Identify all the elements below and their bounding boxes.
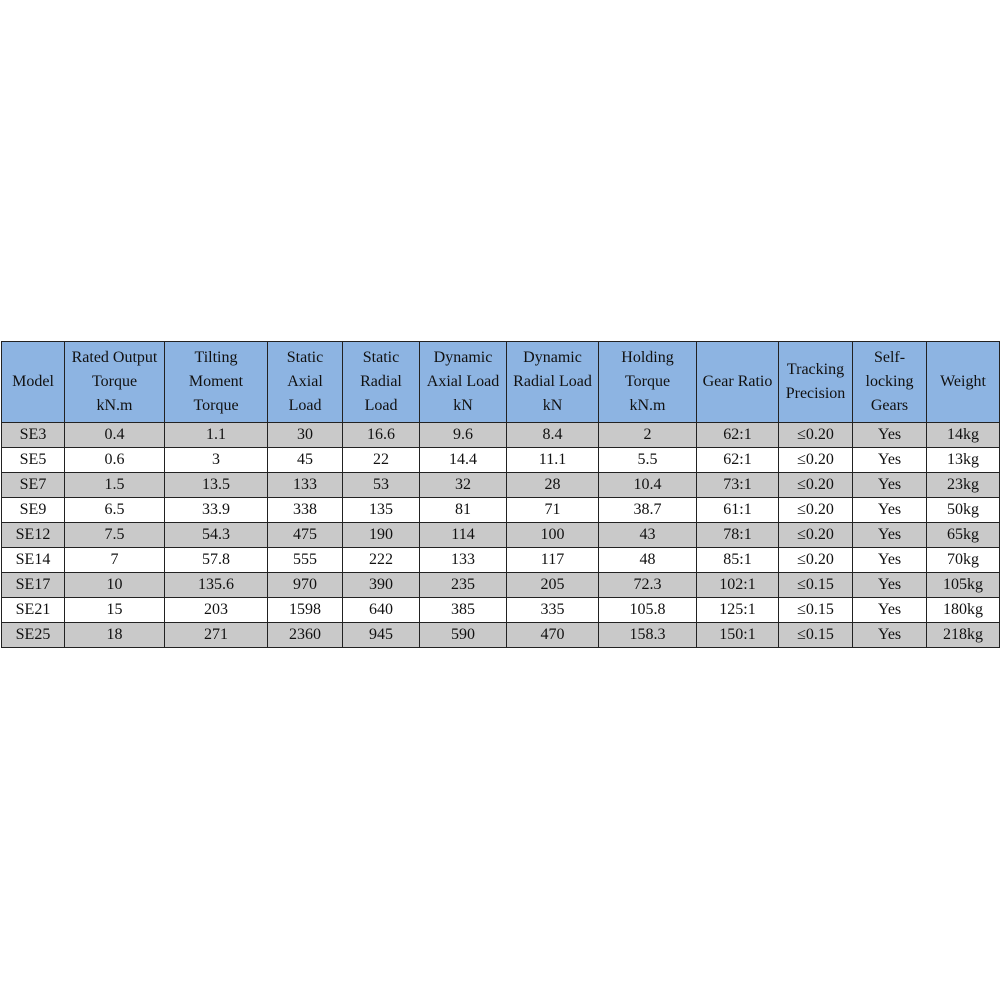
cell-static-axial-load: 2360 — [268, 623, 343, 648]
cell-dynamic-radial-load: 335 — [507, 598, 599, 623]
cell-model: SE17 — [2, 573, 65, 598]
cell-model: SE14 — [2, 548, 65, 573]
cell-holding-torque: 105.8 — [599, 598, 697, 623]
cell-tilting-moment-torque: 33.9 — [165, 498, 268, 523]
table-row — [2, 423, 1000, 448]
cell-static-radial-load: 190 — [343, 523, 420, 548]
table-row — [2, 548, 1000, 573]
cell-static-radial-load: 945 — [343, 623, 420, 648]
cell-model: SE7 — [2, 473, 65, 498]
cell-dynamic-axial-load: 385 — [420, 598, 507, 623]
cell-weight: 65kg — [927, 523, 1000, 548]
cell-static-radial-load: 53 — [343, 473, 420, 498]
cell-tilting-moment-torque: 271 — [165, 623, 268, 648]
cell-static-radial-load: 640 — [343, 598, 420, 623]
cell-dynamic-radial-load: 470 — [507, 623, 599, 648]
cell-rated-output-torque: 1.5 — [65, 473, 165, 498]
cell-tilting-moment-torque: 3 — [165, 448, 268, 473]
cell-rated-output-torque: 6.5 — [65, 498, 165, 523]
cell-static-radial-load: 22 — [343, 448, 420, 473]
header-dynamic-radial-load: Dynamic Radial Load kN — [507, 342, 599, 423]
cell-tilting-moment-torque: 13.5 — [165, 473, 268, 498]
cell-weight: 70kg — [927, 548, 1000, 573]
specifications-table — [1, 341, 1000, 648]
cell-dynamic-axial-load: 133 — [420, 548, 507, 573]
cell-rated-output-torque: 0.4 — [65, 423, 165, 448]
cell-model: SE25 — [2, 623, 65, 648]
table-row — [2, 523, 1000, 548]
cell-holding-torque: 38.7 — [599, 498, 697, 523]
cell-gear-ratio: 85:1 — [697, 548, 779, 573]
header-model: Model — [2, 342, 65, 423]
cell-tracking-precision: ≤0.20 — [779, 473, 853, 498]
cell-gear-ratio: 61:1 — [697, 498, 779, 523]
cell-weight: 180kg — [927, 598, 1000, 623]
header-weight: Weight — [927, 342, 1000, 423]
cell-weight: 105kg — [927, 573, 1000, 598]
cell-dynamic-axial-load: 32 — [420, 473, 507, 498]
cell-static-axial-load: 338 — [268, 498, 343, 523]
cell-self-locking-gears: Yes — [853, 573, 927, 598]
cell-weight: 13kg — [927, 448, 1000, 473]
cell-dynamic-radial-load: 100 — [507, 523, 599, 548]
cell-tracking-precision: ≤0.15 — [779, 623, 853, 648]
cell-static-axial-load: 1598 — [268, 598, 343, 623]
cell-tilting-moment-torque: 1.1 — [165, 423, 268, 448]
header-static-radial-load: Static Radial Load — [343, 342, 420, 423]
cell-model: SE5 — [2, 448, 65, 473]
cell-dynamic-axial-load: 590 — [420, 623, 507, 648]
cell-tracking-precision: ≤0.20 — [779, 448, 853, 473]
cell-dynamic-radial-load: 117 — [507, 548, 599, 573]
cell-static-axial-load: 970 — [268, 573, 343, 598]
cell-self-locking-gears: Yes — [853, 423, 927, 448]
cell-tracking-precision: ≤0.20 — [779, 548, 853, 573]
cell-tracking-precision: ≤0.15 — [779, 598, 853, 623]
header-self-locking-gears: Self- locking Gears — [853, 342, 927, 423]
cell-tilting-moment-torque: 54.3 — [165, 523, 268, 548]
cell-tracking-precision: ≤0.15 — [779, 573, 853, 598]
cell-dynamic-radial-load: 8.4 — [507, 423, 599, 448]
cell-weight: 50kg — [927, 498, 1000, 523]
cell-tracking-precision: ≤0.20 — [779, 498, 853, 523]
header-tracking-precision: Tracking Precision — [779, 342, 853, 423]
cell-self-locking-gears: Yes — [853, 623, 927, 648]
table-row — [2, 573, 1000, 598]
cell-static-axial-load: 475 — [268, 523, 343, 548]
cell-gear-ratio: 78:1 — [697, 523, 779, 548]
header-gear-ratio: Gear Ratio — [697, 342, 779, 423]
cell-rated-output-torque: 7 — [65, 548, 165, 573]
table-row — [2, 598, 1000, 623]
cell-model: SE21 — [2, 598, 65, 623]
cell-self-locking-gears: Yes — [853, 523, 927, 548]
table-row — [2, 623, 1000, 648]
cell-static-radial-load: 16.6 — [343, 423, 420, 448]
cell-dynamic-radial-load: 205 — [507, 573, 599, 598]
cell-rated-output-torque: 10 — [65, 573, 165, 598]
cell-dynamic-axial-load: 81 — [420, 498, 507, 523]
cell-tilting-moment-torque: 57.8 — [165, 548, 268, 573]
cell-holding-torque: 43 — [599, 523, 697, 548]
cell-static-radial-load: 135 — [343, 498, 420, 523]
cell-rated-output-torque: 0.6 — [65, 448, 165, 473]
cell-holding-torque: 72.3 — [599, 573, 697, 598]
cell-static-axial-load: 133 — [268, 473, 343, 498]
header-static-axial-load: Static Axial Load — [268, 342, 343, 423]
cell-self-locking-gears: Yes — [853, 473, 927, 498]
cell-tilting-moment-torque: 135.6 — [165, 573, 268, 598]
cell-dynamic-axial-load: 114 — [420, 523, 507, 548]
table-row — [2, 498, 1000, 523]
cell-gear-ratio: 125:1 — [697, 598, 779, 623]
cell-tracking-precision: ≤0.20 — [779, 423, 853, 448]
cell-gear-ratio: 62:1 — [697, 423, 779, 448]
cell-dynamic-radial-load: 11.1 — [507, 448, 599, 473]
cell-dynamic-radial-load: 71 — [507, 498, 599, 523]
cell-holding-torque: 5.5 — [599, 448, 697, 473]
header-row — [2, 342, 1000, 423]
cell-self-locking-gears: Yes — [853, 448, 927, 473]
cell-weight: 14kg — [927, 423, 1000, 448]
cell-self-locking-gears: Yes — [853, 598, 927, 623]
cell-static-axial-load: 30 — [268, 423, 343, 448]
cell-rated-output-torque: 7.5 — [65, 523, 165, 548]
cell-model: SE3 — [2, 423, 65, 448]
cell-dynamic-axial-load: 235 — [420, 573, 507, 598]
cell-holding-torque: 158.3 — [599, 623, 697, 648]
table-body — [2, 423, 1000, 648]
cell-weight: 218kg — [927, 623, 1000, 648]
cell-dynamic-radial-load: 28 — [507, 473, 599, 498]
header-tilting-moment-torque: Tilting Moment Torque — [165, 342, 268, 423]
table-row — [2, 473, 1000, 498]
cell-gear-ratio: 73:1 — [697, 473, 779, 498]
cell-static-axial-load: 555 — [268, 548, 343, 573]
header-rated-output-torque: Rated Output Torque kN.m — [65, 342, 165, 423]
cell-holding-torque: 2 — [599, 423, 697, 448]
cell-dynamic-axial-load: 9.6 — [420, 423, 507, 448]
cell-tracking-precision: ≤0.20 — [779, 523, 853, 548]
header-holding-torque: Holding Torque kN.m — [599, 342, 697, 423]
cell-holding-torque: 10.4 — [599, 473, 697, 498]
cell-holding-torque: 48 — [599, 548, 697, 573]
table-row — [2, 448, 1000, 473]
header-dynamic-axial-load: Dynamic Axial Load kN — [420, 342, 507, 423]
cell-self-locking-gears: Yes — [853, 498, 927, 523]
cell-static-radial-load: 222 — [343, 548, 420, 573]
cell-tilting-moment-torque: 203 — [165, 598, 268, 623]
cell-self-locking-gears: Yes — [853, 548, 927, 573]
cell-rated-output-torque: 18 — [65, 623, 165, 648]
cell-model: SE12 — [2, 523, 65, 548]
cell-dynamic-axial-load: 14.4 — [420, 448, 507, 473]
cell-weight: 23kg — [927, 473, 1000, 498]
cell-gear-ratio: 62:1 — [697, 448, 779, 473]
cell-gear-ratio: 102:1 — [697, 573, 779, 598]
cell-model: SE9 — [2, 498, 65, 523]
cell-static-axial-load: 45 — [268, 448, 343, 473]
cell-static-radial-load: 390 — [343, 573, 420, 598]
cell-gear-ratio: 150:1 — [697, 623, 779, 648]
cell-rated-output-torque: 15 — [65, 598, 165, 623]
